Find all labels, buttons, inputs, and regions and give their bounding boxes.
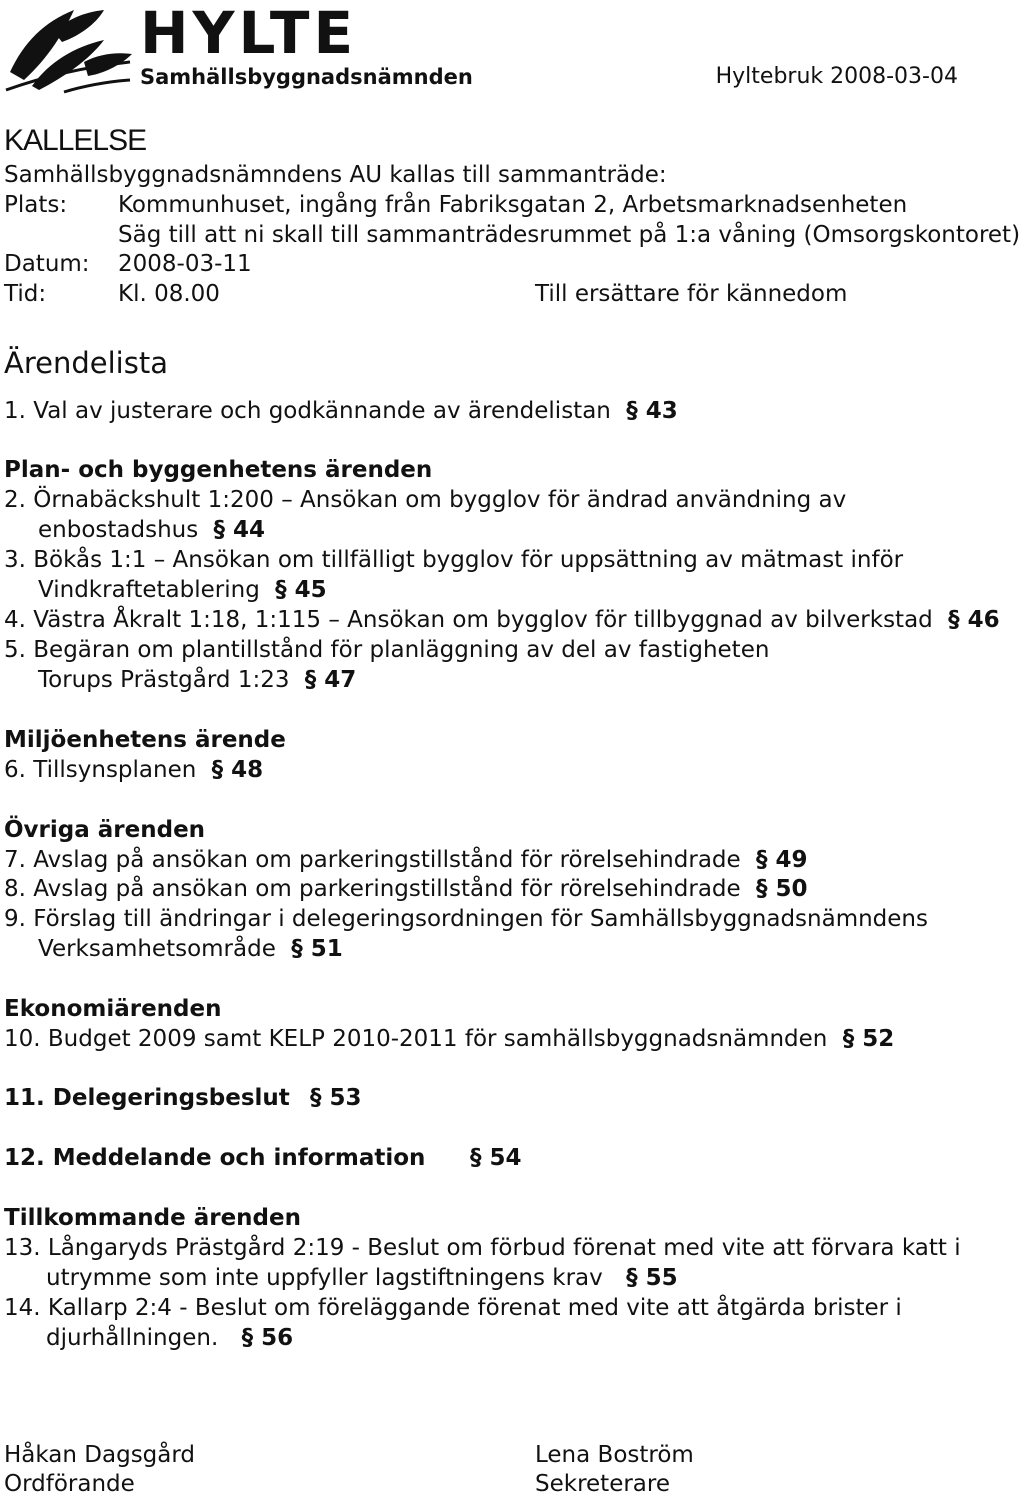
signature-left-name: Håkan Dagsgård [4, 1442, 196, 1468]
tid-label: Tid: [4, 281, 47, 307]
agenda-item-11-ref: § 53 [310, 1085, 362, 1111]
agenda-item-3-cont [38, 575, 327, 605]
item-text: Vindkraftetablering [38, 577, 260, 603]
paragraph-ref: § 55 [626, 1265, 678, 1291]
notice-intro: Samhällsbyggnadsnämndens AU kallas till sammanträde: [4, 162, 667, 188]
place-date: Hyltebruk 2008-03-04 [715, 64, 958, 89]
paragraph-ref: § 44 [213, 517, 266, 543]
item-number: 14. [4, 1295, 41, 1321]
substitute-note: Till ersättare för kännedom [535, 281, 848, 307]
signature-left-role: Ordförande [4, 1471, 135, 1497]
plats-note: Säg till att ni skall till sammanträdesrummet på 1:a våning (Omsorgskontoret) [118, 222, 1020, 248]
agenda-item-9 [4, 904, 928, 934]
section-heading-ekonomi: Ekonomiärenden [4, 996, 222, 1022]
item-number: 1. [4, 398, 26, 424]
agenda-item-14-cont [46, 1323, 293, 1353]
org-subtitle: Samhällsbyggnadsnämnden [140, 65, 473, 89]
item-text: Förslag till ändringar i delegeringsordningen för Samhällsbyggnadsnämndens [33, 906, 928, 932]
item-number: 13. [4, 1235, 41, 1261]
item-text: Långaryds Prästgård 2:19 - Beslut om förbud förenat med vite att förvara katt i [47, 1235, 961, 1261]
item-text: Bökås 1:1 – Ansökan om tillfälligt bygglov för uppsättning av mätmast inför [33, 547, 904, 573]
paragraph-ref: § 47 [304, 667, 357, 693]
paragraph-ref: § 50 [755, 876, 808, 902]
tid-value: Kl. 08.00 [118, 281, 220, 307]
item-number: 12. [4, 1145, 45, 1171]
section-heading-plan: Plan- och byggenhetens ärenden [4, 457, 433, 483]
item-number: 4. [4, 607, 26, 633]
item-text: Begäran om plantillstånd för planläggning av del av fastigheten [33, 637, 770, 663]
section-heading-tillkommande: Tillkommande ärenden [4, 1205, 301, 1231]
agenda-item-9-cont [38, 934, 343, 964]
agenda-item-10 [4, 1024, 894, 1054]
agenda-item-5-cont [38, 665, 356, 695]
item-text: Avslag på ansökan om parkeringstillstånd för rörelsehindrade [33, 847, 741, 873]
paragraph-ref: § 43 [626, 398, 678, 424]
item-text: Budget 2009 samt KELP 2010-2011 för samhällsbyggnadsnämnden [47, 1026, 828, 1052]
agenda-title: Ärendelista [4, 346, 168, 380]
org-name: HYLTE [140, 0, 358, 67]
agenda-item-11 [4, 1083, 290, 1113]
item-number: 10. [4, 1026, 41, 1052]
item-text: djurhållningen. [46, 1325, 219, 1351]
item-number: 8. [4, 876, 26, 902]
plats-value: Kommunhuset, ingång från Fabriksgatan 2, Arbetsmarknadsenheten [118, 192, 908, 218]
leaf-emblem-icon [4, 2, 136, 94]
signature-right-role: Sekreterare [535, 1471, 670, 1497]
paragraph-ref: § 51 [291, 936, 343, 962]
item-text: Verksamhetsområde [38, 936, 276, 962]
paragraph-ref: § 56 [241, 1325, 294, 1351]
item-text: Delegeringsbeslut [52, 1085, 290, 1111]
agenda-item-1 [4, 396, 678, 426]
agenda-item-12-ref: § 54 [470, 1145, 522, 1171]
paragraph-ref: § 52 [842, 1026, 895, 1052]
item-text: Kallarp 2:4 - Beslut om föreläggande förenat med vite att åtgärda brister i [47, 1295, 902, 1321]
item-number: 6. [4, 757, 26, 783]
item-number: 5. [4, 637, 26, 663]
agenda-item-14 [4, 1293, 902, 1323]
item-text: enbostadshus [38, 517, 199, 543]
signature-right-name: Lena Boström [535, 1442, 694, 1468]
item-number: 7. [4, 847, 26, 873]
datum-value: 2008-03-11 [118, 251, 252, 277]
agenda-item-2 [4, 485, 846, 515]
agenda-item-3 [4, 545, 903, 575]
item-number: 3. [4, 547, 26, 573]
municipality-logo [4, 2, 136, 94]
agenda-item-8 [4, 874, 808, 904]
item-number: 11. [4, 1085, 45, 1111]
item-text: Val av justerare och godkännande av ärendelistan [33, 398, 611, 424]
agenda-item-6 [4, 755, 263, 785]
item-text: Torups Prästgård 1:23 [38, 667, 290, 693]
agenda-item-2-cont [38, 515, 265, 545]
datum-label: Datum: [4, 251, 90, 277]
agenda-item-13-cont [46, 1263, 678, 1293]
agenda-item-4 [4, 605, 1000, 635]
agenda-item-7 [4, 845, 808, 875]
paragraph-ref: § 46 [948, 607, 1000, 633]
paragraph-ref: § 49 [755, 847, 808, 873]
item-text: Tillsynsplanen [33, 757, 197, 783]
paragraph-ref: § 48 [211, 757, 264, 783]
agenda-item-12 [4, 1143, 425, 1173]
notice-title: KALLELSE [4, 124, 147, 157]
item-number: 2. [4, 487, 26, 513]
plats-label: Plats: [4, 192, 68, 218]
agenda-item-13 [4, 1233, 961, 1263]
item-text: Örnabäckshult 1:200 – Ansökan om bygglov för ändrad användning av [33, 487, 847, 513]
section-heading-ovriga: Övriga ärenden [4, 817, 206, 843]
item-number: 9. [4, 906, 26, 932]
agenda-item-5 [4, 635, 769, 665]
item-text: Västra Åkralt 1:18, 1:115 – Ansökan om bygglov för tillbyggnad av bilverkstad [33, 607, 933, 633]
section-heading-miljo: Miljöenhetens ärende [4, 727, 286, 753]
item-text: utrymme som inte uppfyller lagstiftningens krav [46, 1265, 603, 1291]
item-text: Meddelande och information [52, 1145, 426, 1171]
paragraph-ref: § 45 [275, 577, 327, 603]
item-text: Avslag på ansökan om parkeringstillstånd för rörelsehindrade [33, 876, 741, 902]
